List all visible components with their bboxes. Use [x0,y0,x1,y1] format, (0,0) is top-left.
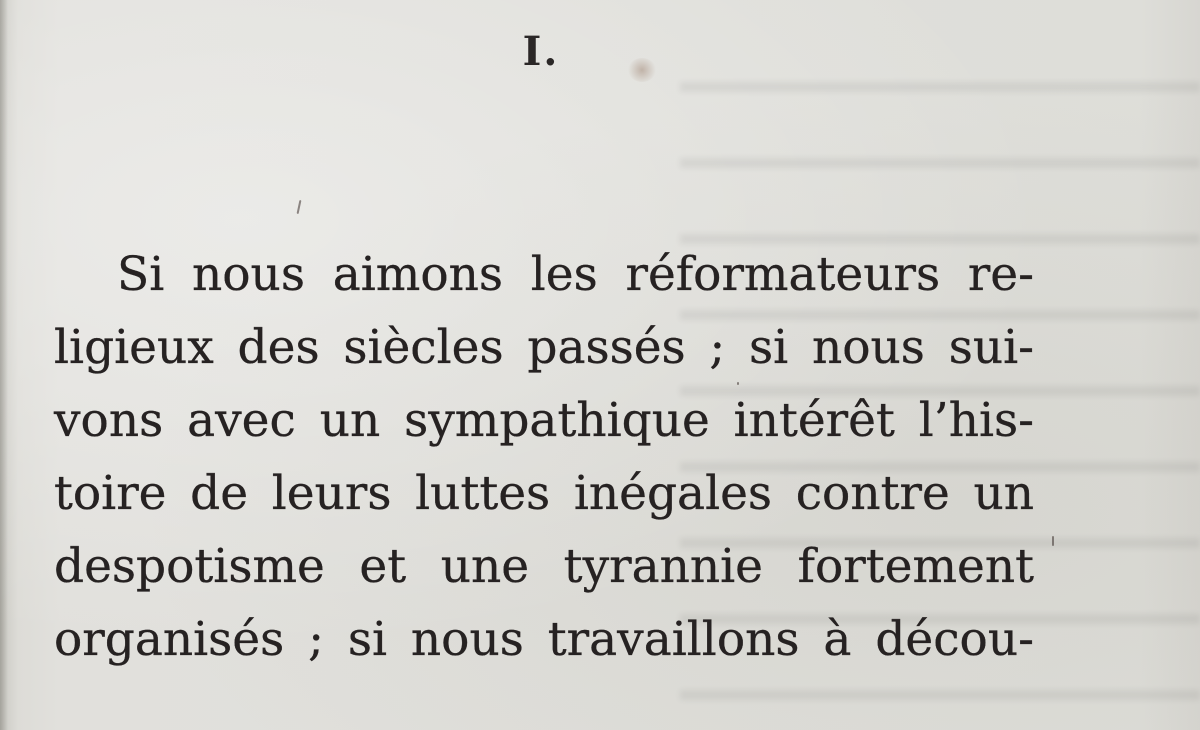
paper-speck [1052,536,1054,546]
section-heading: I. [522,28,560,75]
text-line: organisés ; si nous travaillons à décou- [54,612,1034,667]
text-line: vons avec un sympathique intérêt l’his- [54,393,1034,448]
body-paragraph [54,238,1034,676]
text-line: despotisme et une tyrannie fortement [54,539,1034,594]
text-line: toire de leurs luttes inégales contre un [54,466,1034,521]
text-line: Si nous aimons les réformateurs re- [117,247,1034,302]
paper-speck [297,200,302,214]
page-edge-shadow [0,0,8,730]
text-line: ligieux des siècles passés ; si nous sui- [54,320,1034,375]
